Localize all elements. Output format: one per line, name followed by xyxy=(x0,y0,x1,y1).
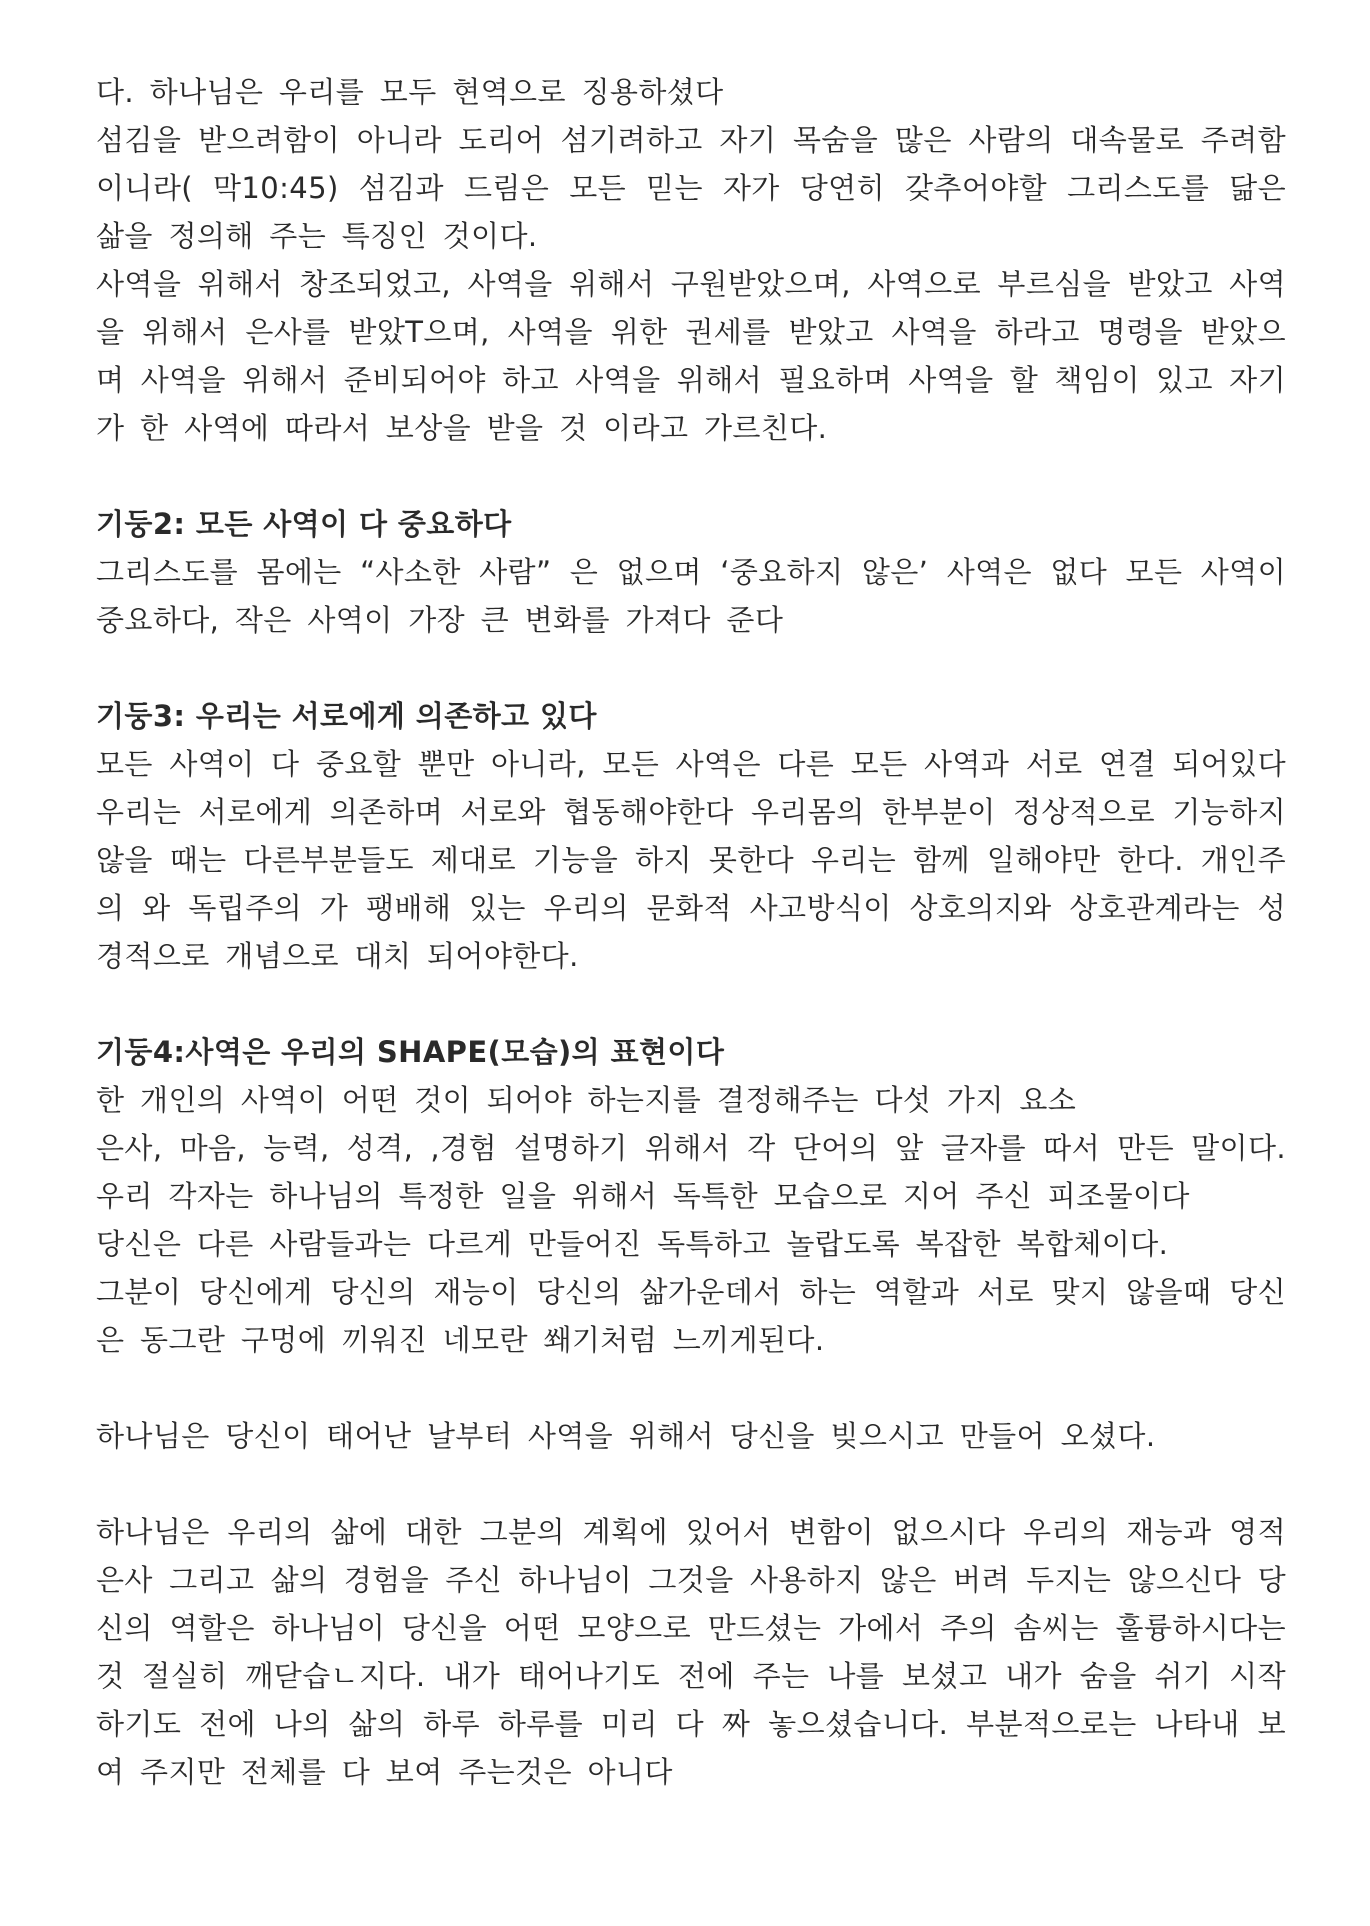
spacer xyxy=(96,980,1286,1028)
section-3-paragraph: 모든 사역이 다 중요할 뿐만 아니라, 모든 사역은 다른 모든 사역과 서로 연결 되어있다 우리는 서로에게 의존하며 서로와 협동해야한다 우리몸의 한부분이 정상적으로 기능하지 않을 때는 다른부분들도 제대로 기능을 하지 못한다 우리는 함께 일해야만 한다. 개인주의 와 독립주의 가 팽배해 있는 우리의 문화적 사고방식이 상호의지와 상호관계라는 성경적으로 개념으로 대치 되어야한다. xyxy=(96,747,1286,973)
spacer xyxy=(96,452,1286,500)
spacer xyxy=(96,1460,1286,1508)
section-4-paragraph-1: 한 개인의 사역이 어떤 것이 되어야 하는지를 결정해주는 다섯 가지 요소 xyxy=(96,1083,1077,1117)
document-page xyxy=(96,68,1286,1796)
section-4-paragraph-5: 하나님은 당신이 태어난 날부터 사역을 위해서 당신을 빚으시고 만들어 오셨다. xyxy=(96,1419,1156,1453)
section-2-heading: 기둥2: 모든 사역이 다 중요하다 xyxy=(96,507,512,541)
intro-paragraph-1: 다. 하나님은 우리를 모두 현역으로 징용하셨다 xyxy=(96,75,724,109)
spacer xyxy=(96,644,1286,692)
spacer xyxy=(96,1364,1286,1412)
intro-paragraph-2: 섬김을 받으려함이 아니라 도리어 섬기려하고 자기 목숨을 많은 사람의 대속물로 주려함 이니라( 막10:45) 섬김과 드림은 모든 믿는 자가 당연히 갖추어야할 그리스도를 닮은 삶을 정의해 주는 특징인 것이다. xyxy=(96,123,1286,253)
intro-paragraph-3: 사역을 위해서 창조되었고, 사역을 위해서 구원받았으며, 사역으로 부르심을 받았고 사역을 위해서 은사를 받았T으며, 사역을 위한 권세를 받았고 사역을 하라고 명령을 받았으며 사역을 위해서 준비되어야 하고 사역을 위해서 필요하며 사역을 할 책임이 있고 자기가 한 사역에 따라서 보상을 받을 것 이라고 가르친다. xyxy=(96,267,1286,445)
section-4-paragraph-2: 은사, 마음, 능력, 성격, ,경험 설명하기 위해서 각 단어의 앞 글자를 따서 만든 말이다. 우리 각자는 하나님의 특정한 일을 위해서 독특한 모습으로 지어 주신 피조물이다 xyxy=(96,1131,1286,1213)
section-3-heading: 기둥3: 우리는 서로에게 의존하고 있다 xyxy=(96,699,597,733)
section-4-paragraph-6: 하나님은 우리의 삶에 대한 그분의 계획에 있어서 변함이 없으시다 우리의 재능과 영적은사 그리고 삶의 경험을 주신 하나님이 그것을 사용하지 않은 버려 두지는 않으신다 당신의 역할은 하나님이 당신을 어떤 모양으로 만드셨는 가에서 주의 솜씨는 훌륭하시다는 것 절실히 깨닫습ㄴ지다. 내가 태어나기도 전에 주는 나를 보셨고 내가 숨을 쉬기 시작하기도 전에 나의 삶의 하루 하루를 미리 다 짜 놓으셨습니다. 부분적으로는 나타내 보여 주지만 전체를 다 보여 주는것은 아니다 xyxy=(96,1515,1286,1789)
section-2-paragraph: 그리스도를 몸에는 “사소한 사람” 은 없으며 ‘중요하지 않은’ 사역은 없다 모든 사역이 중요하다, 작은 사역이 가장 큰 변화를 가져다 준다 xyxy=(96,555,1286,637)
section-4-paragraph-4: 그분이 당신에게 당신의 재능이 당신의 삶가운데서 하는 역할과 서로 맞지 않을때 당신은 동그란 구멍에 끼워진 네모란 쐐기처럼 느끼게된다. xyxy=(96,1275,1286,1357)
section-4-paragraph-3: 당신은 다른 사람들과는 다르게 만들어진 독특하고 놀랍도록 복잡한 복합체이다. xyxy=(96,1227,1169,1261)
section-4-heading: 기둥4:사역은 우리의 SHAPE(모습)의 표현이다 xyxy=(96,1035,725,1069)
